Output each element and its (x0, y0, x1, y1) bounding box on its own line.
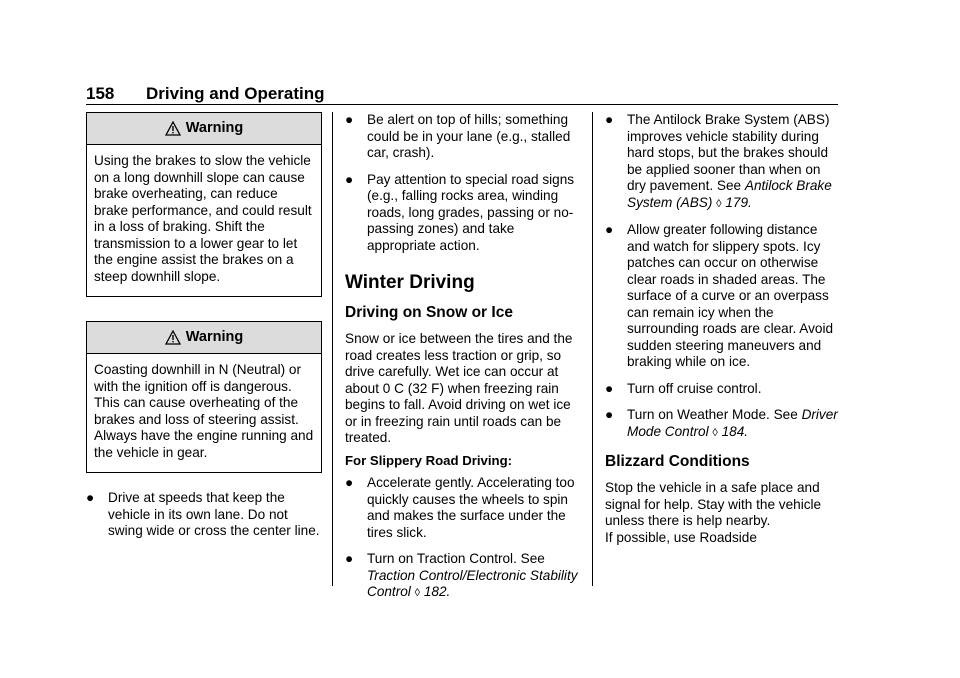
column-1 (86, 112, 322, 546)
bullet-icon: ● (345, 551, 354, 566)
list-item-text: Pay attention to special road signs (e.g., falling rocks area, winding roads, long grades, passing or no-passing zones) and take appropriate action. (367, 171, 575, 253)
subsection-heading: Blizzard Conditions (605, 453, 750, 470)
warning-text: Using the brakes to slow the vehicle on a long downhill slope can cause brake overheating, can reduce brake performance, and could result in a loss of braking. Shift the transmission to a lower gear to let the engine assist the brakes on a steep downhill slope. (94, 153, 312, 284)
list-item-text: Be alert on top of hills; something could be in your lane (e.g., stalled car, crash). (367, 112, 571, 160)
warning-triangle-icon (165, 121, 181, 136)
warning-text: Coasting downhill in N (Neutral) or with the ignition off is dangerous. This can cause overheating of the brakes and loss of steering assist. Always have the engine running and the vehicle in gear. (94, 362, 314, 460)
warning-box-1 (86, 112, 322, 297)
list-item (605, 407, 841, 441)
page-reference[interactable]: 184. (721, 423, 749, 439)
cross-reference-link[interactable]: Driver Mode Control (627, 407, 838, 439)
list-item-text: Allow greater following distance and watch for slippery spots. Icy patches can occur on otherwise clear roads in shaded areas. The surface of a curve or an overpass can remain icy when the surrounding roads are clear. Avoid sudden steering maneuvers and braking while on ice. (627, 222, 834, 369)
list-item (345, 112, 581, 162)
list-item (605, 222, 841, 371)
bullet-icon: ● (86, 490, 95, 505)
list-item-text: Drive at speeds that keep the vehicle in its own lane. Do not swing wide or cross the center line. (108, 490, 320, 538)
body-paragraph: If possible, use Roadside (605, 529, 757, 545)
warning-label: Warning (185, 120, 244, 137)
page-header (86, 84, 838, 104)
column-divider-2 (592, 112, 593, 586)
list-item-text: Turn on Traction Control. See (367, 551, 545, 566)
list-item (345, 551, 581, 602)
column-3 (605, 112, 841, 552)
slippery-road-label: For Slippery Road Driving: (345, 452, 513, 468)
page-reference[interactable]: 182. (423, 584, 451, 599)
bullet-icon: ● (605, 112, 614, 127)
page-ref-icon: ◊ (712, 426, 718, 439)
subsection-heading: Driving on Snow or Ice (345, 304, 513, 321)
warning-header (87, 322, 321, 354)
page-ref-icon: ◊ (716, 197, 722, 210)
list-item-text: Accelerate gently. Accelerating too quickly causes the wheels to spin and makes the surface under the tires slick. (367, 475, 575, 540)
page-reference[interactable]: 179. (725, 194, 752, 210)
list-item (345, 172, 581, 255)
list-item (605, 381, 841, 398)
bullet-icon: ● (345, 112, 354, 127)
bullet-icon: ● (605, 407, 614, 422)
list-item-text: Turn on Weather Mode. See (627, 407, 798, 422)
section-title: Driving and Operating (146, 84, 325, 103)
body-paragraph: Snow or ice between the tires and the road creates less traction or grip, so drive carefully. Wet ice can occur at about 0 C (32 F) when freezing rain begins to fall. Avoid driving on wet ice or in freezing rain until roads can be treated. (345, 331, 573, 445)
warning-header (87, 113, 321, 145)
warning-triangle-icon (165, 330, 181, 345)
bullet-icon: ● (345, 475, 354, 490)
cross-reference-link[interactable]: Antilock Brake System (ABS) (627, 178, 832, 210)
list-item (605, 112, 841, 212)
bullet-icon: ● (605, 380, 614, 396)
section-heading: Winter Driving (345, 272, 475, 293)
bullet-icon: ● (605, 222, 614, 237)
list-item-text: Turn off cruise control. (627, 380, 762, 396)
warning-box-2 (86, 321, 322, 473)
page-ref-icon: ◊ (414, 587, 421, 599)
body-paragraph: Stop the vehicle in a safe place and signal for help. Stay with the vehicle unless there is help nearby. (605, 480, 822, 528)
list-item-text: The Antilock Brake System (ABS) improves vehicle stability during hard stops, but the brakes should be applied sooner than when on dry pavement. See (627, 112, 830, 193)
warning-label: Warning (185, 329, 244, 346)
column-2 (345, 112, 581, 608)
cross-reference-link[interactable]: Traction Control/Electronic Stability Control (367, 567, 578, 599)
page-number: 158 (86, 84, 115, 103)
bullet-icon: ● (345, 171, 354, 187)
list-item (86, 490, 322, 540)
list-item (345, 475, 581, 541)
header-rule (86, 104, 838, 105)
column-divider-1 (332, 112, 333, 586)
